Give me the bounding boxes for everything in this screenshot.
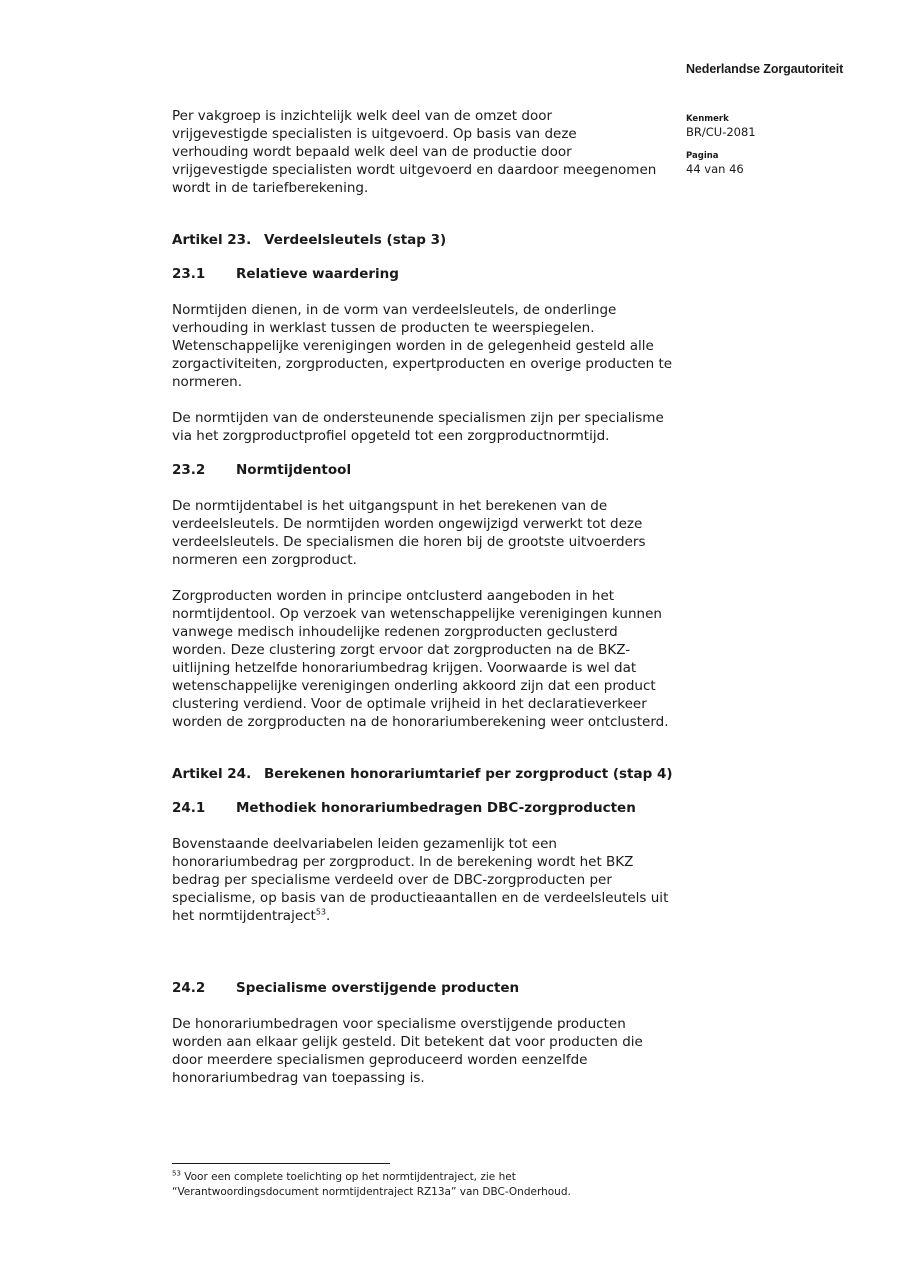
- kenmerk-value: BR/CU-2081: [686, 125, 756, 139]
- text-line: zorgactiviteiten, zorgproducten, expertproducten en overige producten te: [172, 356, 673, 372]
- text-line: honorariumbedrag per zorgproduct. In de berekening wordt het BKZ: [172, 854, 634, 870]
- section-number: 24.1: [172, 800, 206, 816]
- pagina-label: Pagina: [686, 151, 719, 161]
- text-line: worden de zorgproducten na de honorariumberekening weer ontclusterd.: [172, 714, 669, 730]
- section-24-2-heading: [172, 979, 687, 997]
- text-line: Bovenstaande deelvariabelen leiden gezamenlijk tot een: [172, 836, 557, 852]
- section-title: Methodiek honorariumbedragen DBC-zorgproducten: [236, 800, 636, 816]
- pagina-value: 44 van 46: [686, 162, 744, 176]
- article-number: Artikel 23.: [172, 232, 252, 248]
- text-line: verdeelsleutels. De specialismen die horen bij de grootste uitvoerders: [172, 534, 646, 550]
- text-line: wordt in de tariefberekening.: [172, 180, 369, 196]
- document-body: [172, 107, 687, 1087]
- footnote: [172, 1170, 571, 1200]
- section-23-1-paragraph-1: [172, 301, 687, 391]
- text-line: clustering verdiend. Voor de optimale vrijheid in het declaratieverkeer: [172, 696, 647, 712]
- article-number: Artikel 24.: [172, 766, 252, 782]
- text-line: normtijdentool. Op verzoek van wetenschappelijke verenigingen kunnen: [172, 606, 662, 622]
- organization-name: Nederlandse Zorgautoriteit: [686, 62, 844, 76]
- section-number: 24.2: [172, 980, 206, 996]
- section-title: Specialisme overstijgende producten: [236, 980, 520, 996]
- text-fragment: .: [326, 908, 331, 924]
- footnote-reference[interactable]: 53: [315, 907, 327, 917]
- footnote-text: Voor een complete toelichting op het normtijdentraject, zie het: [184, 1171, 516, 1183]
- text-line: honorariumbedrag van toepassing is.: [172, 1070, 425, 1086]
- text-line: [172, 907, 687, 925]
- kenmerk-label: Kenmerk: [686, 114, 729, 124]
- section-number: 23.2: [172, 462, 206, 478]
- section-23-2-paragraph-2: [172, 587, 687, 731]
- article-title: Berekenen honorariumtarief per zorgproduct (stap 4): [264, 766, 673, 782]
- text-line: specialisme, op basis van de productieaantallen en de verdeelsleutels uit: [172, 890, 669, 906]
- section-23-1-heading: [172, 265, 687, 283]
- text-fragment: het normtijdentraject: [172, 908, 316, 924]
- footnote-line: [172, 1170, 571, 1185]
- footnote-divider: [172, 1163, 390, 1164]
- text-line: normeren.: [172, 374, 242, 390]
- footnote-line: “Verantwoordingsdocument normtijdentraject RZ13a” van DBC-Onderhoud.: [172, 1186, 571, 1198]
- text-line: Normtijden dienen, in de vorm van verdeelsleutels, de onderlinge: [172, 302, 617, 318]
- text-line: verhouding wordt bepaald welk deel van de productie door: [172, 144, 572, 160]
- section-23-2-paragraph-1: [172, 497, 687, 569]
- text-line: worden aan elkaar gelijk gesteld. Dit betekent dat voor producten die: [172, 1034, 643, 1050]
- text-line: vrijgevestigde specialisten is uitgevoerd. Op basis van deze: [172, 126, 577, 142]
- text-line: Wetenschappelijke verenigingen worden in de gelegenheid gesteld alle: [172, 338, 654, 354]
- text-line: vanwege medisch inhoudelijke redenen zorgproducten geclusterd: [172, 624, 618, 640]
- article-23-heading: [172, 231, 687, 249]
- text-line: Per vakgroep is inzichtelijk welk deel van de omzet door: [172, 108, 553, 124]
- text-line: De normtijdentabel is het uitgangspunt in het berekenen van de: [172, 498, 608, 514]
- section-23-2-heading: [172, 461, 687, 479]
- section-24-1-paragraph-1: [172, 835, 687, 925]
- section-24-2-paragraph-1: [172, 1015, 687, 1087]
- text-line: De honorariumbedragen voor specialisme overstijgende producten: [172, 1016, 626, 1032]
- text-line: door meerdere specialismen geproduceerd worden eenzelfde: [172, 1052, 588, 1068]
- section-number: 23.1: [172, 266, 206, 282]
- text-line: via het zorgproductprofiel opgeteld tot een zorgproductnormtijd.: [172, 428, 610, 444]
- text-line: Zorgproducten worden in principe ontclusterd aangeboden in het: [172, 588, 615, 604]
- kenmerk-block: [686, 114, 756, 140]
- text-line: vrijgevestigde specialisten wordt uitgevoerd en daardoor meegenomen: [172, 162, 657, 178]
- footnote-number: 53: [172, 1169, 181, 1178]
- text-line: De normtijden van de ondersteunende specialismen zijn per specialisme: [172, 410, 664, 426]
- pagina-block: [686, 151, 744, 177]
- section-23-1-paragraph-2: [172, 409, 687, 445]
- article-title: Verdeelsleutels (stap 3): [264, 232, 447, 248]
- intro-paragraph: [172, 107, 687, 197]
- section-title: Normtijdentool: [236, 462, 352, 478]
- text-line: uitlijning hetzelfde honorariumbedrag krijgen. Voorwaarde is wel dat: [172, 660, 637, 676]
- section-title: Relatieve waardering: [236, 266, 399, 282]
- text-line: verhouding in werklast tussen de producten te weerspiegelen.: [172, 320, 595, 336]
- text-line: normeren een zorgproduct.: [172, 552, 357, 568]
- article-24-heading: [172, 765, 687, 783]
- text-line: bedrag per specialisme verdeeld over de DBC-zorgproducten per: [172, 872, 612, 888]
- section-24-1-heading: [172, 799, 687, 817]
- text-line: verdeelsleutels. De normtijden worden ongewijzigd verwerkt tot deze: [172, 516, 643, 532]
- text-line: worden. Deze clustering zorgt ervoor dat zorgproducten na de BKZ-: [172, 642, 631, 658]
- text-line: wetenschappelijke verenigingen onderling akkoord zijn dat een product: [172, 678, 656, 694]
